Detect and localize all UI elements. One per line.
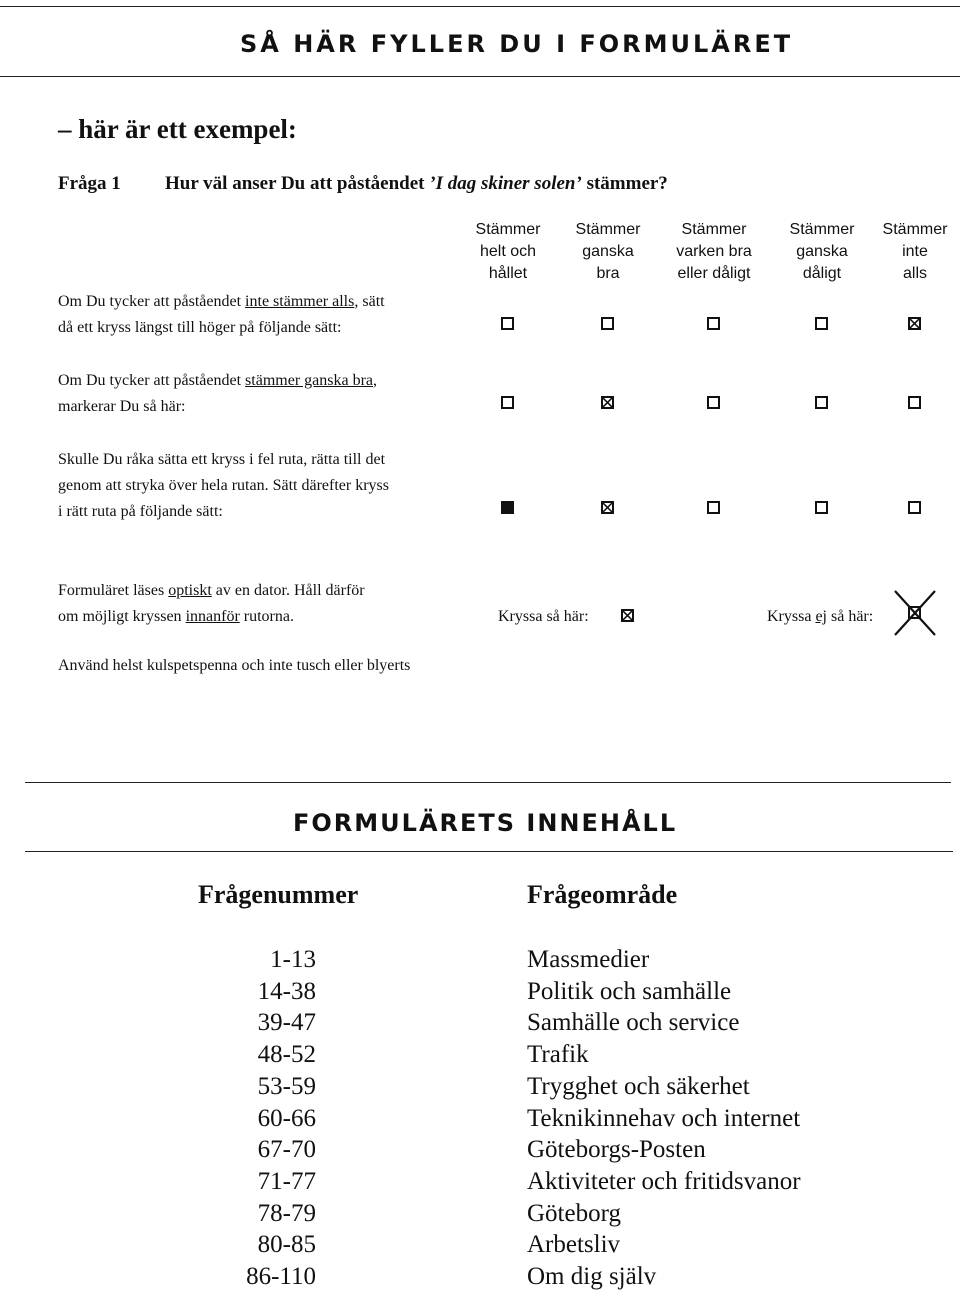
- row1-line1-post: , sätt: [354, 293, 385, 310]
- contents-row-range: 53-59: [257, 1072, 316, 1100]
- scale-col-5: [860, 219, 960, 285]
- question-prefix: Hur väl anser Du att påståendet: [165, 173, 430, 194]
- page-title: SÅ HÄR FYLLER DU I FORMULÄRET: [240, 30, 794, 58]
- row1-line1-underlined: inte stämmer alls: [245, 293, 355, 310]
- row3-checkbox-1[interactable]: [501, 501, 514, 514]
- dont-label: [767, 604, 873, 630]
- row1-checkbox-2[interactable]: [601, 317, 614, 330]
- contents-row-range: 14-38: [257, 977, 316, 1005]
- row3-checkbox-3[interactable]: [707, 501, 720, 514]
- contents-top-rule: [25, 782, 951, 783]
- do-label: Kryssa så här:: [498, 608, 589, 625]
- optical-line1-post: av en dator. Håll därför: [211, 582, 365, 599]
- col-header-area: Frågeområde: [527, 880, 678, 909]
- contents-row-area: Trafik: [527, 1041, 589, 1069]
- scale-col-5-line2: inte: [902, 243, 928, 260]
- title-underline-rule: [0, 76, 960, 77]
- row1-line1-pre: Om Du tycker att påståendet: [58, 293, 246, 310]
- contents-title-rule: [25, 851, 953, 852]
- contents-row-range: 48-52: [257, 1041, 316, 1069]
- scale-col-1-line3: hållet: [488, 265, 528, 282]
- row3-text: [58, 447, 389, 525]
- row3-checkbox-2[interactable]: [601, 501, 614, 514]
- example-heading: – här är ett exempel:: [58, 114, 297, 144]
- top-rule: [0, 6, 960, 7]
- dont-label-underlined: ej: [815, 608, 827, 625]
- scale-col-3-line2: varken bra: [676, 243, 752, 260]
- row1-checkbox-1[interactable]: [501, 317, 514, 330]
- col-header-number: Frågenummer: [198, 880, 359, 909]
- scale-col-2-line3: bra: [596, 265, 620, 282]
- row2-line1-pre: Om Du tycker att påståendet: [58, 372, 246, 389]
- row2-line1-underlined: stämmer ganska bra: [245, 372, 373, 389]
- contents-row-area: Samhälle och service: [527, 1009, 740, 1037]
- row2-checkbox-1[interactable]: [501, 396, 514, 409]
- optical-note: [58, 578, 365, 630]
- dont-label-post: så här:: [826, 608, 874, 625]
- scale-col-3-line3: eller dåligt: [677, 265, 751, 282]
- scale-col-5-line3: alls: [902, 265, 927, 282]
- contents-row-range: 80-85: [257, 1231, 316, 1259]
- optical-line1-underlined: optiskt: [168, 582, 212, 599]
- scale-col-3: [659, 219, 769, 285]
- row2-checkbox-3[interactable]: [707, 396, 720, 409]
- contents-row-area: Aktiviteter och fritidsvanor: [527, 1167, 801, 1195]
- scale-col-2-line1: Stämmer: [575, 221, 641, 238]
- row3-checkbox-4[interactable]: [815, 501, 828, 514]
- optical-line2-pre: om möjligt kryssen: [58, 608, 186, 625]
- scale-col-1-line1: Stämmer: [475, 221, 541, 238]
- row3-checkbox-5[interactable]: [908, 501, 921, 514]
- contents-row-area: Göteborg: [527, 1199, 621, 1227]
- contents-row-range: 86-110: [246, 1263, 316, 1290]
- question-text: [165, 173, 668, 195]
- row3-line1: Skulle Du råka sätta ett kryss i fel ruta, rätta till det: [58, 451, 386, 468]
- question-suffix: stämmer?: [581, 173, 668, 194]
- question-statement: ’I dag skiner solen’: [429, 173, 582, 194]
- scale-col-5-line1: Stämmer: [882, 221, 948, 238]
- dont-label-pre: Kryssa: [767, 608, 816, 625]
- scale-col-3-line1: Stämmer: [681, 221, 747, 238]
- pen-note: Använd helst kulspetspenna och inte tusch eller blyerts: [58, 657, 411, 674]
- scale-col-4-line2: ganska: [796, 243, 848, 260]
- row1-checkbox-3[interactable]: [707, 317, 720, 330]
- oversized-cross-mark: [892, 588, 938, 638]
- contents-row-area: Massmedier: [527, 946, 650, 973]
- contents-row-range: 39-47: [257, 1009, 316, 1037]
- row2-checkbox-4[interactable]: [815, 396, 828, 409]
- contents-row-area: Politik och samhälle: [527, 977, 732, 1005]
- contents-row-range: 60-66: [257, 1104, 316, 1132]
- contents-title: FORMULÄRETS INNEHÅLL: [293, 809, 678, 837]
- question-number: Fråga 1: [58, 173, 121, 194]
- scale-col-4-line3: dåligt: [802, 265, 842, 282]
- row1-checkbox-4[interactable]: [815, 317, 828, 330]
- scale-col-1-line2: helt och: [479, 243, 537, 260]
- contents-row-range: 1-13: [270, 946, 316, 973]
- contents-row-area: Trygghet och säkerhet: [527, 1072, 750, 1100]
- row1-line2: då ett kryss längst till höger på följande sätt:: [58, 319, 342, 336]
- row2-checkbox-5[interactable]: [908, 396, 921, 409]
- optical-line1-pre: Formuläret läses: [58, 582, 169, 599]
- scale-col-1: [453, 219, 563, 285]
- row2-checkbox-2[interactable]: [601, 396, 614, 409]
- row2-line2: markerar Du så här:: [58, 398, 186, 415]
- row2-text: [58, 368, 377, 420]
- scale-col-4-line1: Stämmer: [789, 221, 855, 238]
- contents-row-area: Arbetsliv: [527, 1231, 621, 1259]
- row3-line2: genom att stryka över hela rutan. Sätt därefter kryss: [58, 477, 389, 494]
- contents-row-area: Teknikinnehav och internet: [527, 1104, 801, 1132]
- row1-checkbox-5[interactable]: [908, 317, 921, 330]
- scale-col-2-line2: ganska: [582, 243, 634, 260]
- contents-row-area: Göteborgs-Posten: [527, 1136, 706, 1164]
- contents-row-range: 78-79: [257, 1199, 316, 1227]
- contents-row-range: 71-77: [257, 1167, 316, 1195]
- row1-text: [58, 289, 385, 341]
- contents-row-range: 67-70: [257, 1136, 316, 1164]
- optical-line2-post: rutorna.: [239, 608, 294, 625]
- scale-col-2: [553, 219, 663, 285]
- row3-line3: i rätt ruta på följande sätt:: [58, 503, 223, 520]
- do-example-checkbox: [621, 609, 634, 622]
- row2-line1-post: ,: [373, 372, 377, 389]
- optical-line2-underlined: innanför: [185, 608, 240, 625]
- contents-row-area: Om dig själv: [527, 1263, 657, 1290]
